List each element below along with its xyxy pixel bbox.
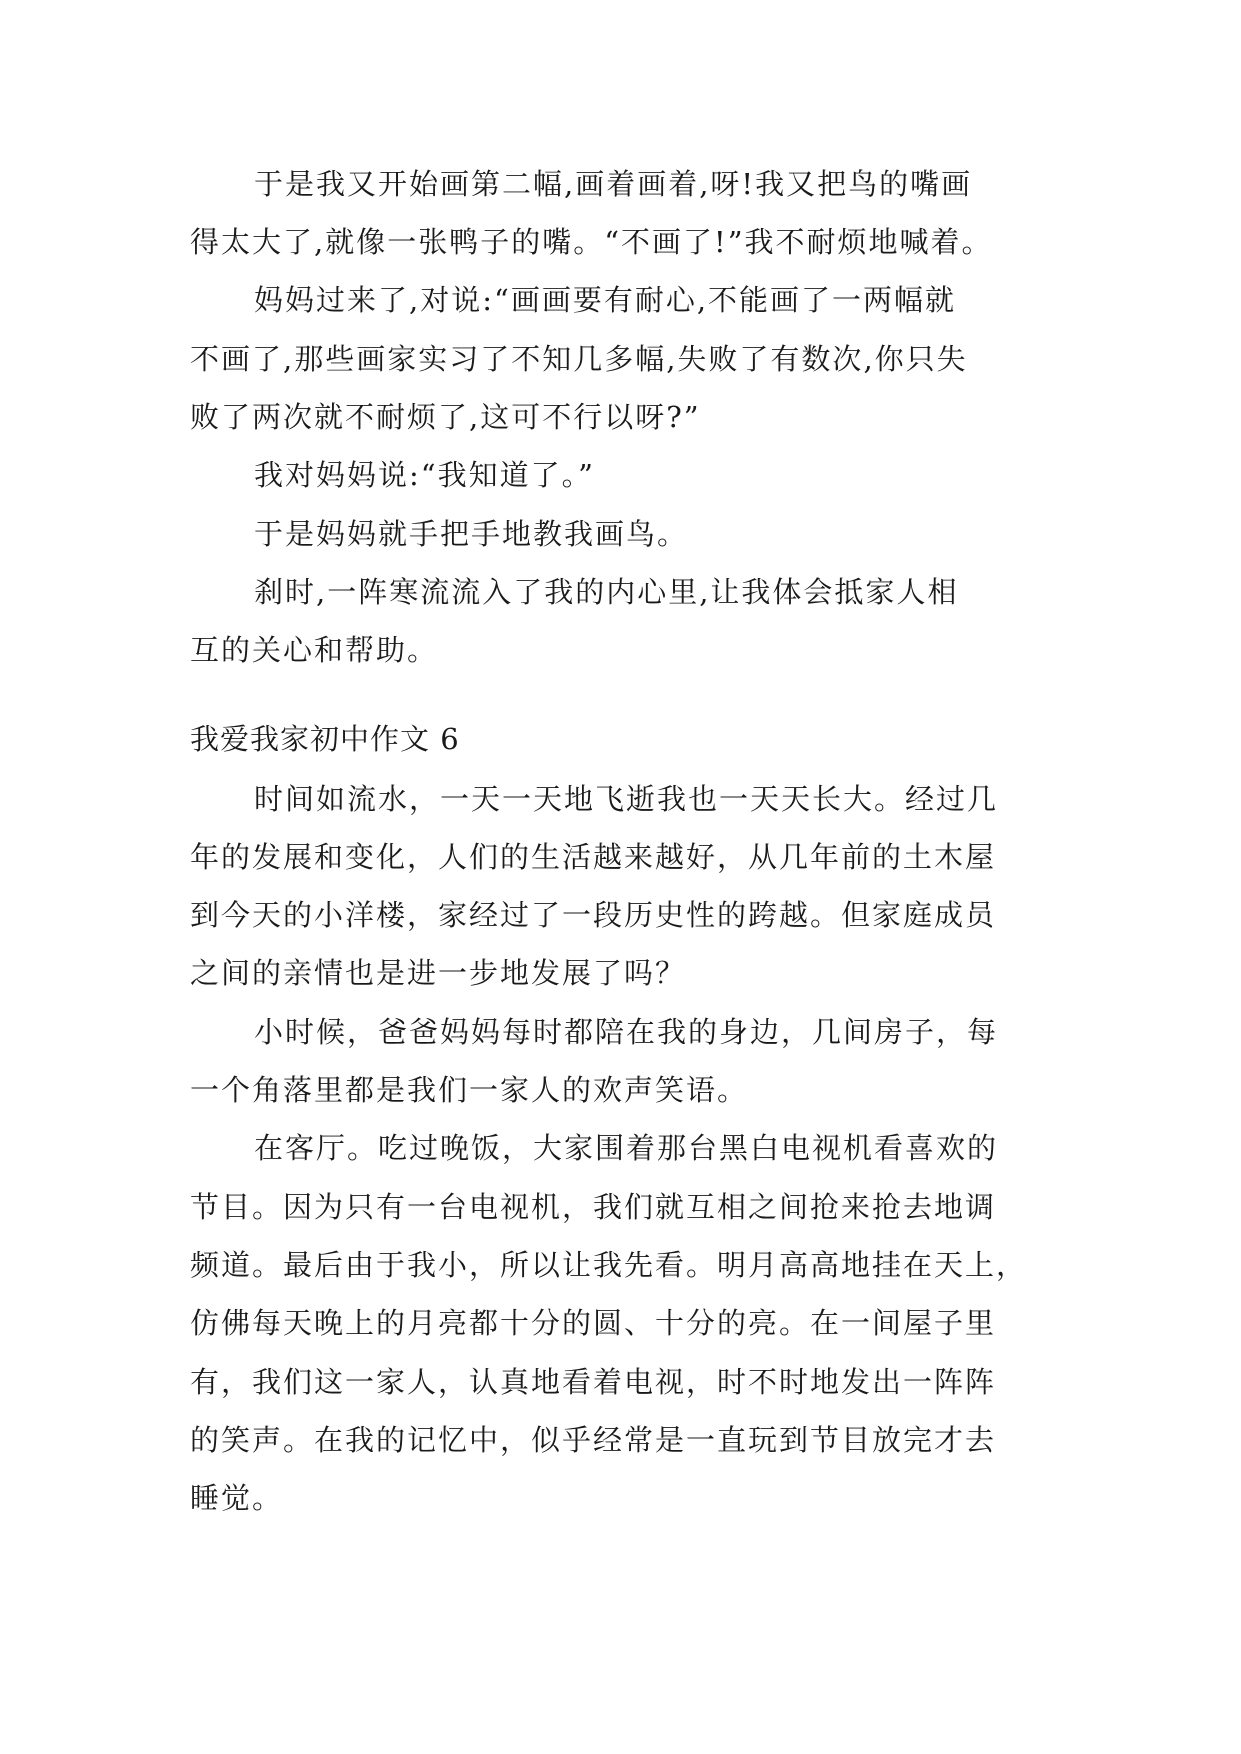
text-line: 之间的亲情也是进一步地发展了吗？ [190, 956, 687, 990]
text-line: 得太大了,就像一张鸭子的嘴。“不画了!”我不耐烦地喊着。 [190, 225, 993, 259]
text-line: 我对妈妈说:“我知道了。” [254, 458, 595, 492]
text-line: 到今天的小洋楼，家经过了一段历史性的跨越。但家庭成员 [190, 898, 997, 932]
text-line: 败了两次就不耐烦了,这可不行以呀?” [190, 400, 701, 434]
text-line: 刹时,一阵寒流流入了我的内心里,让我体会抵家人相 [254, 575, 959, 609]
text-line: 于是我又开始画第二幅,画着画着,呀!我又把鸟的嘴画 [254, 167, 973, 201]
text-line: 的笑声。在我的记忆中，似乎经常是一直玩到节目放完才去 [190, 1423, 997, 1457]
text-line: 于是妈妈就手把手地教我画鸟。 [254, 517, 689, 551]
text-line: 频道。最后由于我小，所以让我先看。明月高高地挂在天上， [190, 1248, 1028, 1282]
text-line: 互的关心和帮助。 [190, 633, 439, 667]
text-line: 妈妈过来了,对说:“画画要有耐心,不能画了一两幅就 [254, 283, 957, 317]
text-line: 在客厅。吃过晚饭，大家围着那台黑白电视机看喜欢的 [254, 1131, 999, 1165]
text-line: 仿佛每天晚上的月亮都十分的圆、十分的亮。在一间屋子里 [190, 1306, 997, 1340]
text-line: 小时候，爸爸妈妈每时都陪在我的身边，几间房子，每 [254, 1015, 999, 1049]
text-line: 年的发展和变化，人们的生活越来越好，从几年前的土木屋 [190, 840, 997, 874]
text-line: 睡觉。 [190, 1481, 284, 1515]
text-line: 一个角落里都是我们一家人的欢声笑语。 [190, 1073, 749, 1107]
text-line: 不画了,那些画家实习了不知几多幅,失败了有数次,你只失 [190, 342, 968, 376]
text-line: 节目。因为只有一台电视机，我们就互相之间抢来抢去地调 [190, 1190, 997, 1224]
section-title: 我爱我家初中作文 6 [190, 722, 460, 756]
text-line: 有，我们这一家人，认真地看着电视，时不时地发出一阵阵 [190, 1365, 997, 1399]
text-line: 时间如流水，一天一天地飞逝我也一天天长大。经过几 [254, 782, 999, 816]
